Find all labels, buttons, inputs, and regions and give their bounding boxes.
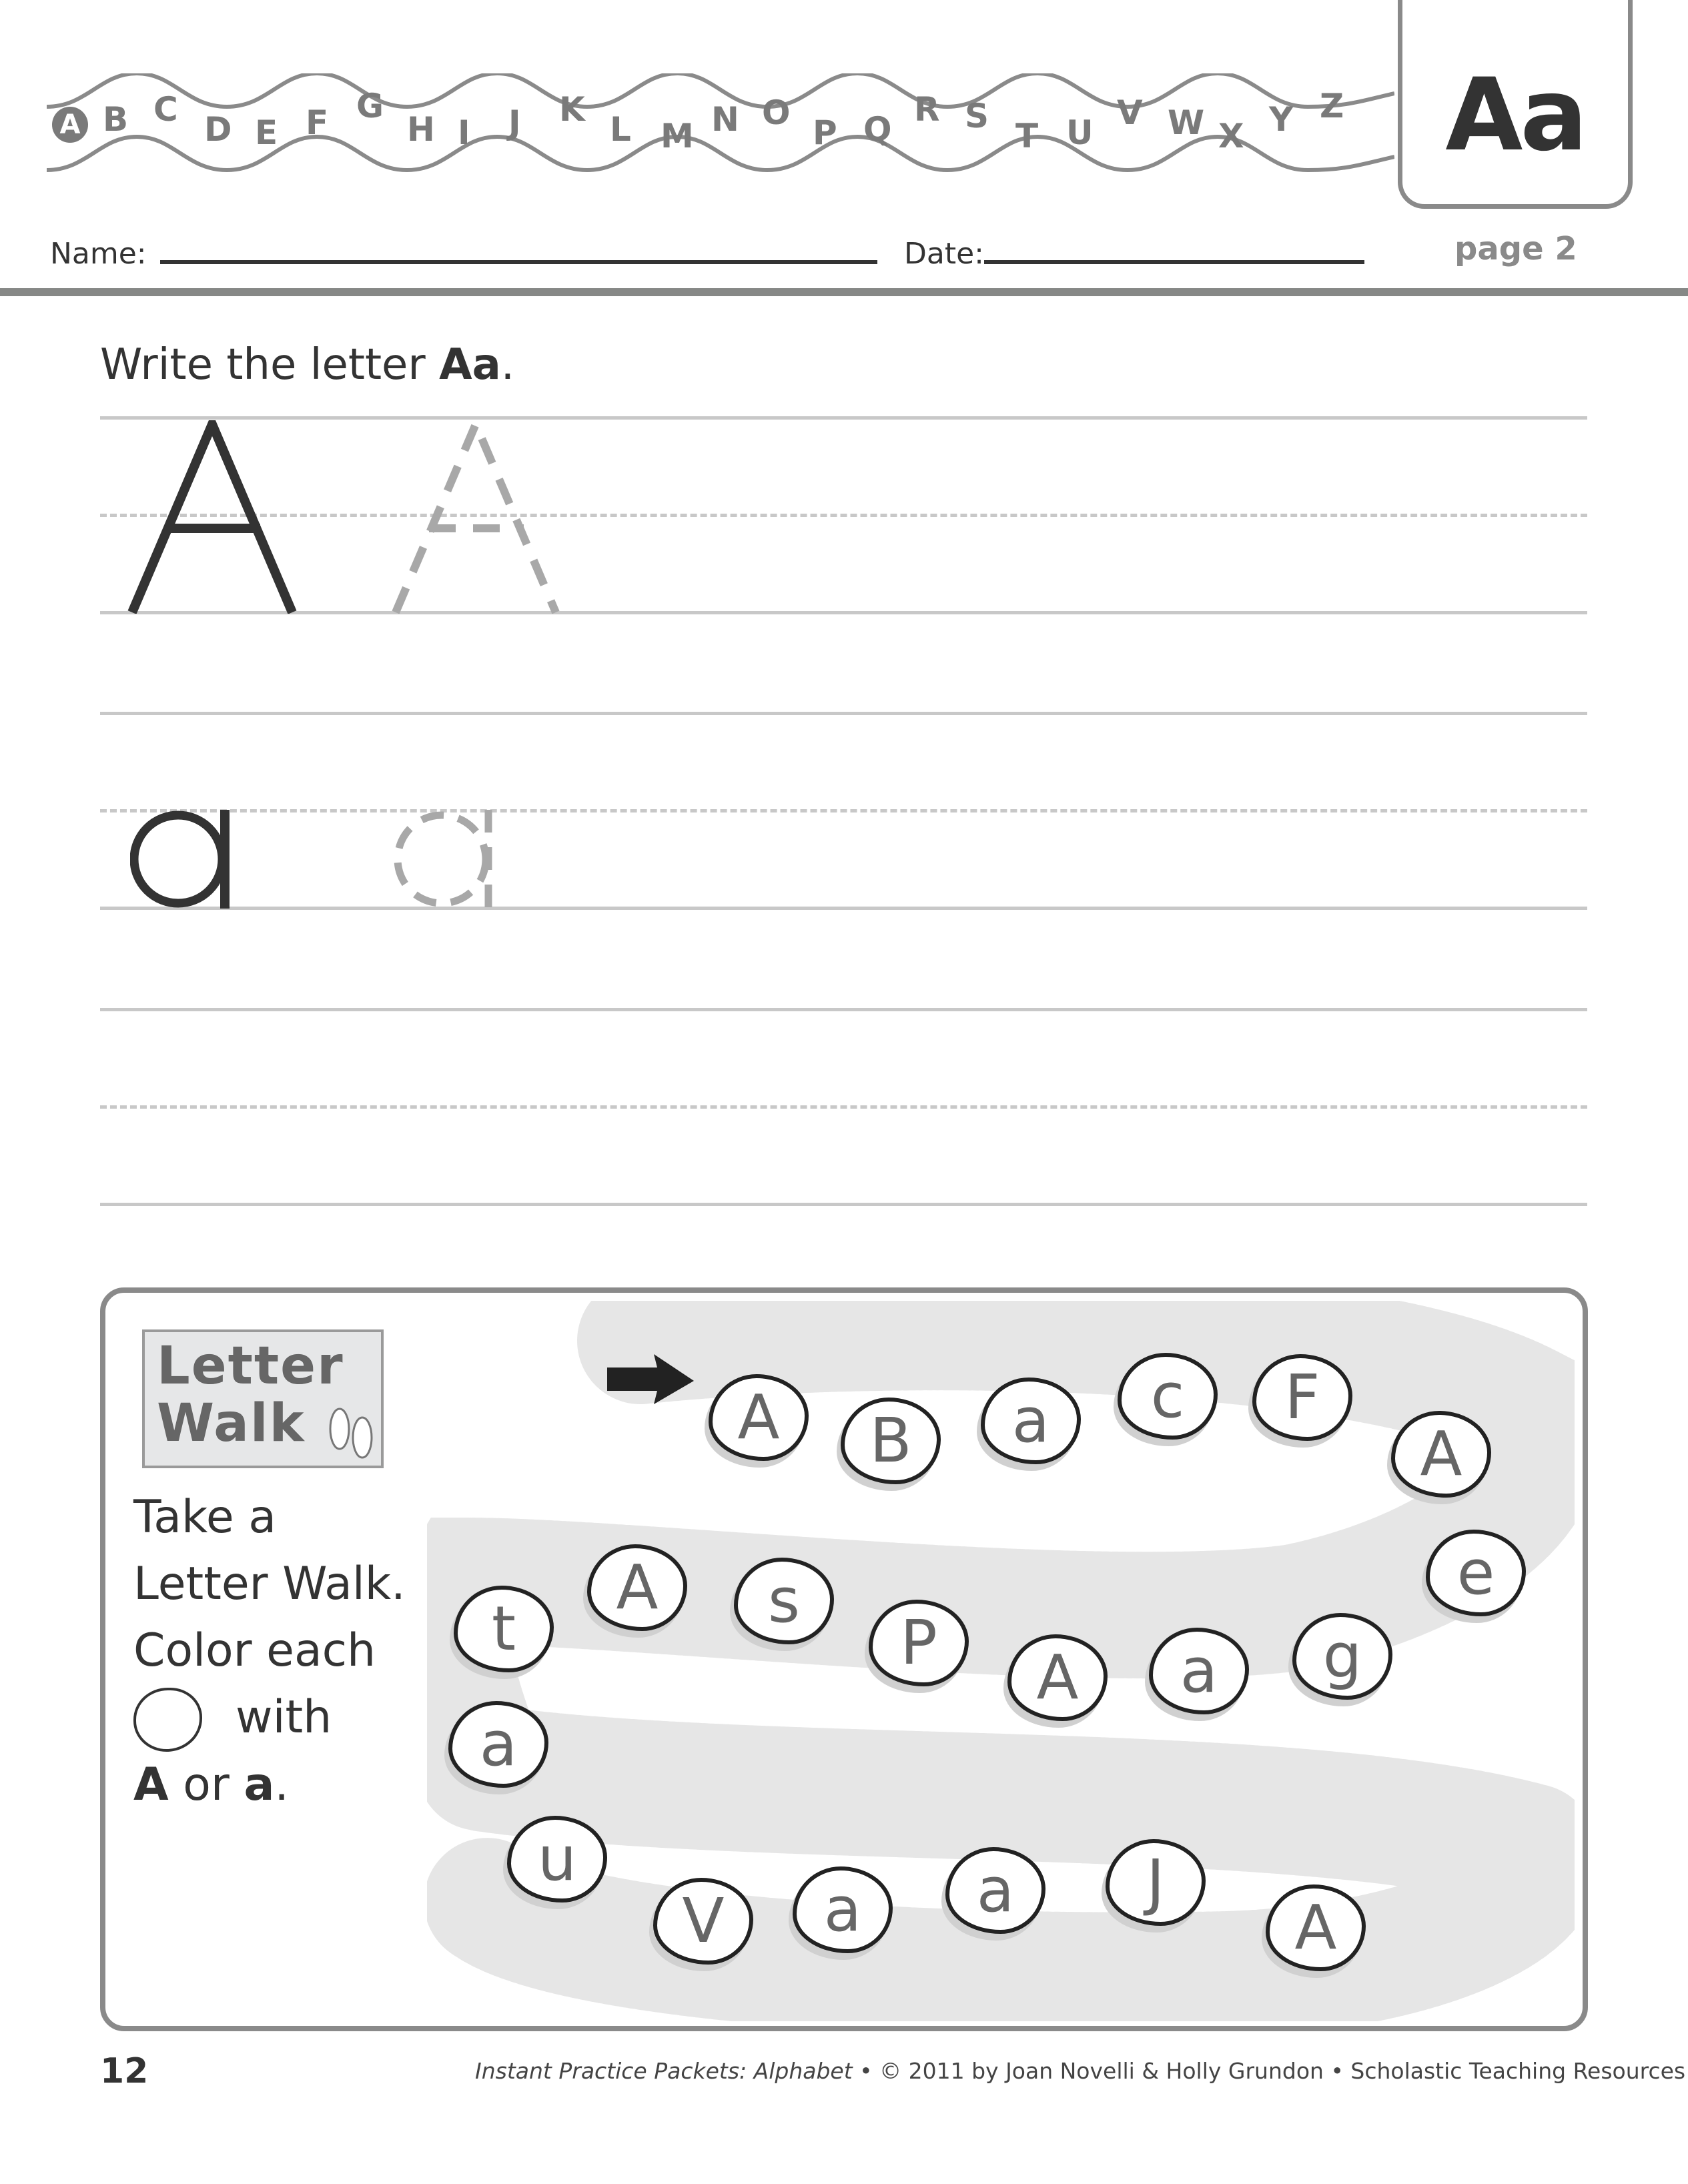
title-line-2: Walk: [157, 1394, 306, 1454]
stone-letter: J: [1146, 1846, 1165, 1918]
instruction-line: Color each: [133, 1624, 376, 1677]
letter-stone[interactable]: [1426, 1530, 1526, 1616]
alphabet-letter: Y: [1269, 100, 1294, 139]
stone-letter: A: [1036, 1642, 1079, 1713]
letter-stone[interactable]: [653, 1878, 753, 1965]
alphabet-letter: B: [103, 100, 129, 139]
trace-uppercase-a: [390, 420, 564, 614]
header-divider: [0, 288, 1688, 296]
letter-stone[interactable]: [869, 1600, 969, 1686]
alphabet-letter: A: [52, 107, 88, 143]
guide-line-top: [100, 416, 1587, 420]
letter-lower: a: [244, 1758, 275, 1812]
letter-stone[interactable]: [945, 1847, 1045, 1934]
letter-walk-title: [157, 1337, 344, 1452]
alphabet-letter: Z: [1320, 87, 1344, 125]
guide-line-mid: [100, 514, 1587, 517]
alphabet-letter: E: [255, 113, 278, 152]
alphabet-letter: L: [610, 110, 631, 149]
letter-stone[interactable]: [709, 1374, 809, 1461]
letter-stone[interactable]: [507, 1816, 607, 1902]
guide-line-top: [100, 1008, 1587, 1011]
stone-letter: a: [1011, 1385, 1050, 1456]
title-line-1: Letter: [157, 1336, 344, 1396]
alphabet-letter: J: [508, 103, 521, 142]
footprints-icon: [325, 1399, 378, 1462]
tab-letter: Aa: [1445, 57, 1585, 173]
letter-stone[interactable]: [1252, 1354, 1352, 1441]
stone-letter: F: [1284, 1361, 1320, 1433]
stone-letter: B: [869, 1405, 912, 1476]
letter-stone[interactable]: [1118, 1353, 1218, 1440]
alphabet-letter: P: [813, 113, 837, 152]
model-lowercase-a: [130, 808, 237, 910]
instruction-line: [133, 1684, 406, 1752]
alphabet-letter: X: [1218, 117, 1244, 155]
page-label: page 2: [1454, 230, 1577, 267]
instruction-text: Write the letter: [100, 340, 440, 390]
alphabet-letter: T: [1015, 117, 1039, 155]
model-uppercase-a: [127, 420, 300, 614]
letter-tab: [1398, 0, 1633, 209]
letter-stone[interactable]: [734, 1558, 834, 1644]
name-field[interactable]: [160, 260, 877, 264]
stone-letter: c: [1150, 1360, 1185, 1432]
alphabet-letter: F: [306, 103, 329, 142]
instruction-letter: Aa: [439, 340, 501, 390]
stone-letter: A: [737, 1382, 780, 1453]
guide-line-mid: [100, 809, 1587, 812]
letter-upper: A: [133, 1758, 169, 1812]
alphabet-letter: U: [1066, 113, 1094, 152]
alphabet-letter: C: [153, 90, 178, 129]
stone-letter: e: [1456, 1537, 1495, 1608]
stone-letter: A: [616, 1552, 659, 1623]
guide-line-base[interactable]: [100, 611, 1587, 614]
separator: •: [1330, 2058, 1344, 2084]
alphabet-letter: N: [711, 100, 739, 139]
with-text: with: [236, 1691, 332, 1744]
letter-stone[interactable]: [1292, 1613, 1392, 1700]
alphabet-letter: D: [204, 110, 232, 149]
stone-letter: V: [682, 1885, 725, 1957]
guide-line-base[interactable]: [100, 907, 1587, 910]
letter-stone[interactable]: [1007, 1634, 1108, 1721]
book-title: Instant Practice Packets: Alphabet: [475, 2058, 853, 2084]
date-field[interactable]: [984, 260, 1364, 264]
instruction-line: [133, 1752, 406, 1818]
or-text: or: [168, 1758, 244, 1812]
letter-stone[interactable]: [1106, 1839, 1206, 1926]
instruction-line: Take a: [133, 1491, 277, 1544]
stone-letter: a: [479, 1708, 518, 1780]
writing-instruction: [100, 340, 514, 390]
alphabet-letter: K: [559, 90, 585, 129]
stone-letter: a: [1180, 1635, 1218, 1706]
alphabet-letter: H: [407, 110, 435, 149]
stone-letter: A: [1294, 1892, 1337, 1963]
letter-stone[interactable]: [587, 1544, 687, 1631]
publisher: Scholastic Teaching Resources: [1350, 2058, 1686, 2084]
alphabet-letter: I: [458, 113, 470, 152]
letter-stone[interactable]: [981, 1378, 1081, 1464]
separator: •: [859, 2058, 873, 2084]
alphabet-letter: M: [661, 117, 694, 155]
letter-stone[interactable]: [1149, 1628, 1249, 1714]
stone-letter: s: [768, 1565, 800, 1636]
alphabet-letter: Q: [863, 110, 892, 149]
stone-letter: g: [1322, 1620, 1362, 1692]
letter-stone[interactable]: [1391, 1411, 1491, 1498]
stone-letter: a: [976, 1854, 1015, 1926]
stone-letter: t: [491, 1593, 516, 1664]
letter-stone[interactable]: [793, 1866, 893, 1953]
page-number: 12: [100, 2051, 149, 2091]
stone-letter: A: [1420, 1418, 1462, 1490]
guide-line-top: [100, 712, 1587, 715]
alphabet-letter: R: [914, 90, 940, 129]
instruction-line: Letter Walk.: [133, 1558, 406, 1610]
footer-credit: [475, 2058, 1685, 2084]
letter-stone[interactable]: [448, 1701, 548, 1788]
stone-letter: u: [537, 1823, 577, 1894]
copyright: © 2011 by Joan Novelli & Holly Grundon: [879, 2058, 1324, 2084]
guide-line-mid: [100, 1105, 1587, 1109]
letter-stone[interactable]: [841, 1398, 941, 1484]
period: .: [274, 1758, 289, 1812]
letter-stone[interactable]: [1266, 1884, 1366, 1971]
alphabet-letter: W: [1168, 103, 1205, 142]
letter-stone[interactable]: [454, 1586, 554, 1672]
stone-icon: [133, 1688, 202, 1752]
stone-letter: P: [900, 1607, 937, 1678]
stone-letter: a: [823, 1874, 862, 1945]
guide-line-base[interactable]: [100, 1203, 1587, 1206]
alphabet-letter: S: [965, 97, 989, 135]
trace-lowercase-a: [394, 808, 500, 910]
alphabet-letter: G: [356, 87, 384, 125]
letter-walk-badge: [142, 1329, 384, 1468]
alphabet-letter: O: [762, 93, 791, 132]
instruction-period: .: [500, 340, 515, 390]
name-label: Name:: [50, 237, 147, 271]
letter-walk-instructions: [133, 1484, 406, 1818]
alphabet-letter: V: [1117, 93, 1143, 132]
date-label: Date:: [904, 237, 984, 271]
start-arrow-icon: [607, 1354, 701, 1408]
